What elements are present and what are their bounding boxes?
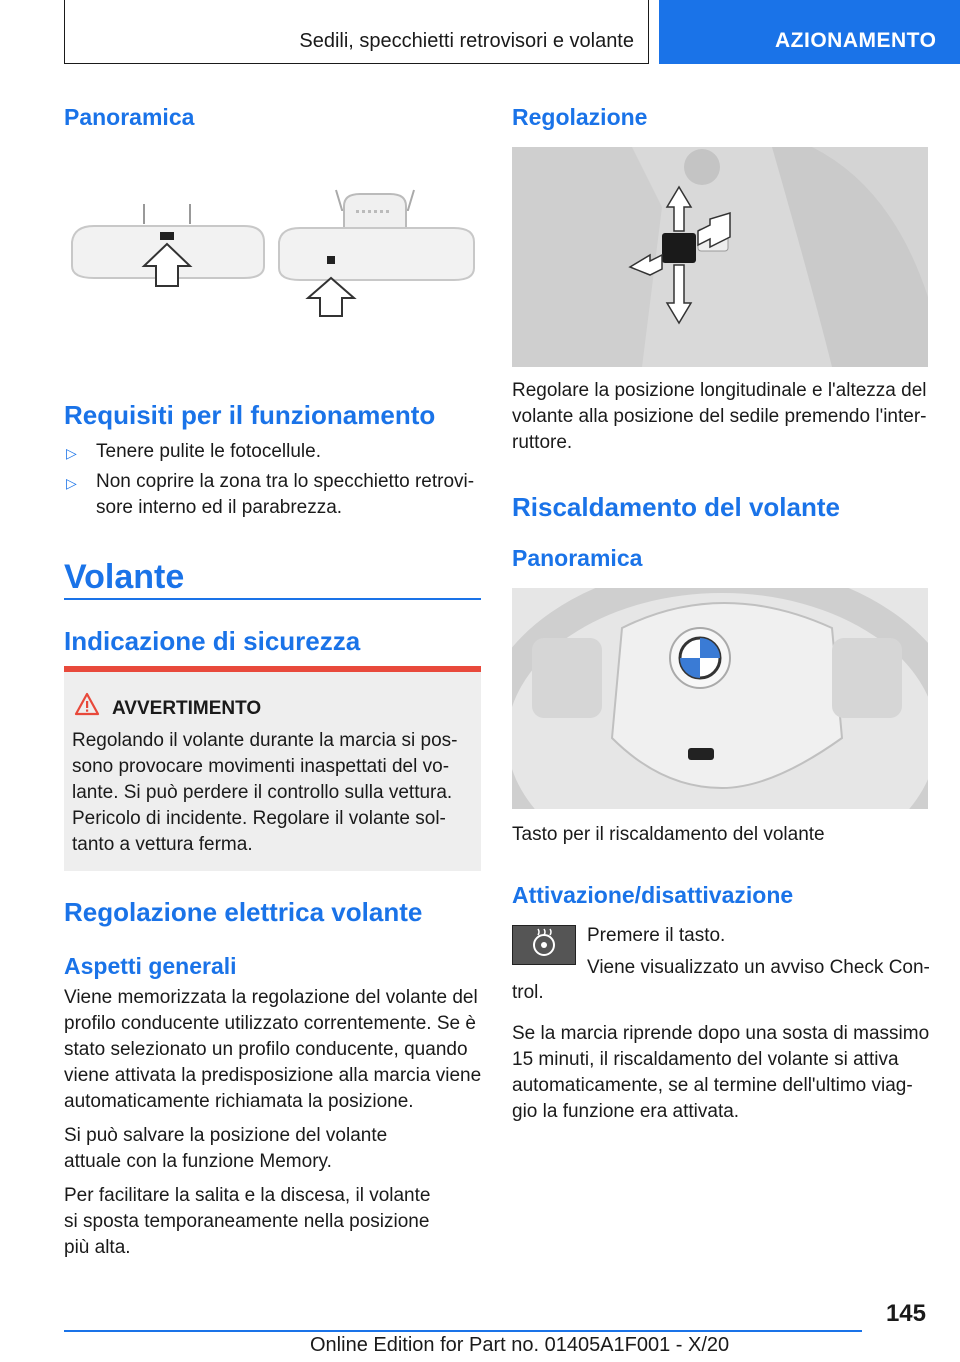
list-item: ▷ Non coprire la zona tra lo specchietto retrovi-sore interno ed il parabrezza. bbox=[66, 471, 475, 518]
sicurezza-title: Indicazione di sicurezza bbox=[64, 626, 361, 656]
step-check-control: Viene visualizzato un avviso Check Con- bbox=[587, 957, 930, 978]
panoramica-title: Panoramica bbox=[64, 104, 195, 130]
step-premere: Premere il tasto. bbox=[587, 925, 726, 946]
regolazione-text: Regolare la posizione longitudinale e l'altezza del volante alla posizione del sedile premendo l'inter-ruttore. bbox=[512, 380, 927, 453]
page-number: 145 bbox=[885, 1300, 926, 1327]
riscaldamento-title: Riscaldamento del volante bbox=[512, 492, 840, 522]
attivazione-title: Attivazione/disattivazione bbox=[512, 882, 794, 908]
regolazione-title: Regolazione bbox=[512, 104, 648, 130]
warning-box bbox=[64, 666, 481, 871]
triangle-bullet-icon: ▷ bbox=[66, 475, 77, 491]
paragraph: Si può salvare la posizione del volante attuale con la funzione Memory. bbox=[64, 1125, 388, 1172]
volante-title: Volante bbox=[64, 558, 185, 596]
step-check-control-cont: trol. bbox=[512, 982, 544, 1003]
paragraph: Per facilitare la salita e la discesa, il volante si sposta temporaneamente nella posizione più alta. bbox=[64, 1185, 431, 1258]
mirror-illustration bbox=[64, 182, 481, 332]
header-tab-label: AZIONAMENTO bbox=[775, 29, 937, 52]
steering-wheel-photo bbox=[512, 588, 928, 809]
steering-column-adjuster-photo bbox=[512, 147, 928, 367]
riscaldamento-paragraph: Se la marcia riprende dopo una sosta di massimo 15 minuti, il riscaldamento del volante si attiva automaticamente, se al termine dell'ultimo viag-gio la funzione era attivata. bbox=[512, 1023, 930, 1122]
paragraph: Viene memorizzata la regolazione del volante del profilo conducente utilizzato correntemente. Se è stato selezionato un profilo conducente, quando viene attivata la predisposizione alla marcia viene automaticamente richiamata la posizione. bbox=[64, 987, 482, 1112]
list-item: ▷ Tenere pulite le fotocellule. bbox=[66, 439, 486, 465]
steering-figure-caption: Tasto per il riscaldamento del volante bbox=[512, 824, 825, 845]
footer-edition: Online Edition for Part no. 01405A1F001 - X/20 bbox=[310, 1334, 730, 1356]
warning-body: Regolando il volante durante la marcia si pos-sono provocare movimenti inaspettati del vo-lante. Si può perdere il controllo sulla vettura. Pericolo di incidente. Regolare il volante sol-tanto a vettura ferma. bbox=[72, 730, 458, 855]
header-section-box bbox=[64, 0, 649, 64]
footer-rule bbox=[64, 1330, 862, 1332]
heated-steering-button-icon bbox=[512, 925, 576, 965]
header-section-title: Sedili, specchietti retrovisori e volante bbox=[299, 30, 634, 52]
section-rule bbox=[64, 598, 481, 600]
warning-triangle-icon bbox=[74, 692, 100, 721]
aspetti-text bbox=[64, 985, 484, 1261]
warning-title: AVVERTIMENTO bbox=[112, 698, 262, 719]
aspetti-title: Aspetti generali bbox=[64, 953, 237, 979]
regolazione-elettrica-title: Regolazione elettrica volante bbox=[64, 897, 423, 927]
triangle-bullet-icon: ▷ bbox=[66, 445, 77, 461]
panoramica-right-title: Panoramica bbox=[512, 545, 643, 571]
requisiti-title: Requisiti per il funzionamento bbox=[64, 400, 436, 430]
header-tab[interactable] bbox=[659, 0, 960, 64]
